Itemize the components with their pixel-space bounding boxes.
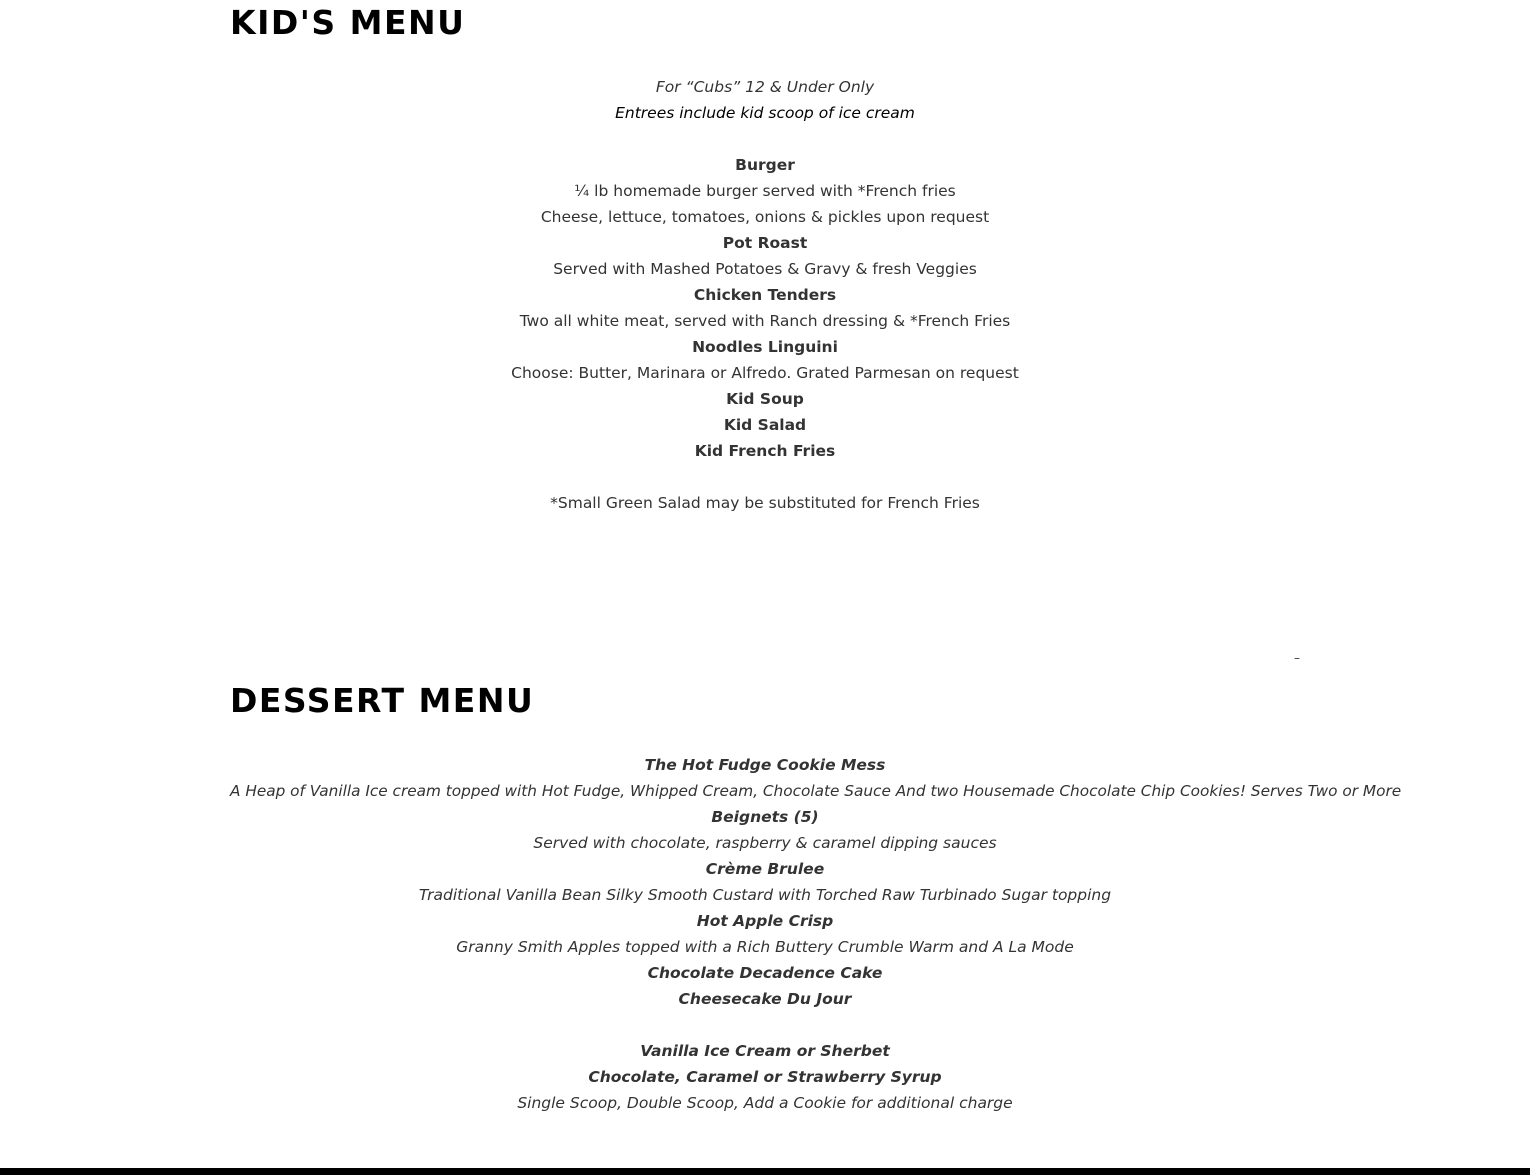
kids-menu-ice-cream-note: Entrees include kid scoop of ice cream <box>615 104 915 122</box>
divider-mark: – <box>1294 651 1300 665</box>
menu-item-description: Traditional Vanilla Bean Silky Smooth Custard with Torched Raw Turbinado Sugar topping <box>418 886 1112 904</box>
menu-item-description: Two all white meat, served with Ranch dressing & *French Fries <box>519 312 1011 330</box>
menu-item-name: Kid Salad <box>723 416 807 434</box>
menu-item-name: The Hot Fudge Cookie Mess <box>644 756 886 774</box>
menu-item-description: Single Scoop, Double Scoop, Add a Cookie for additional charge <box>517 1094 1013 1112</box>
menu-item-description: A Heap of Vanilla Ice cream topped with Hot Fudge, Whipped Cream, Chocolate Sauce And two Housemade Chocolate Chip Cookies! Serves Two or More <box>230 782 1402 800</box>
menu-item-name: Pot Roast <box>722 234 808 252</box>
menu-item-name: Noodles Linguini <box>692 338 838 356</box>
menu-item-description: Choose: Butter, Marinara or Alfredo. Grated Parmesan on request <box>511 364 1019 382</box>
kids-menu-age-note: For “Cubs” 12 & Under Only <box>655 78 875 96</box>
menu-item-name: Kid French Fries <box>694 442 836 460</box>
menu-item-description: ¼ lb homemade burger served with *French fries <box>574 182 956 200</box>
footer-bar <box>0 1168 1530 1175</box>
menu-item-name: Crème Brulee <box>705 860 825 878</box>
kids-menu-substitution-note: *Small Green Salad may be substituted for French Fries <box>550 494 980 512</box>
menu-item-name: Chicken Tenders <box>693 286 837 304</box>
kids-menu-title: KID'S MENU <box>230 3 466 42</box>
menu-item-name: Burger <box>735 156 795 174</box>
dessert-menu-list <box>230 752 1402 1116</box>
menu-item-description: Cheese, lettuce, tomatoes, onions & pickles upon request <box>540 208 990 226</box>
menu-item-name: Chocolate Decadence Cake <box>647 964 883 982</box>
spacer <box>230 1012 1300 1038</box>
spacer <box>230 126 1300 152</box>
kids-menu-list <box>230 74 1300 516</box>
menu-item-name: Cheesecake Du Jour <box>678 990 852 1008</box>
dessert-menu-title: DESSERT MENU <box>230 681 535 720</box>
spacer <box>230 464 1300 490</box>
menu-item-description: Granny Smith Apples topped with a Rich Buttery Crumble Warm and A La Mode <box>456 938 1074 956</box>
menu-item-name: Hot Apple Crisp <box>696 912 834 930</box>
menu-item-description: Served with chocolate, raspberry & caramel dipping sauces <box>533 834 997 852</box>
menu-item-description: Served with Mashed Potatoes & Gravy & fresh Veggies <box>553 260 977 278</box>
menu-item-name: Vanilla Ice Cream or Sherbet <box>640 1042 890 1060</box>
menu-item-name: Beignets (5) <box>711 808 819 826</box>
menu-item-name: Chocolate, Caramel or Strawberry Syrup <box>588 1068 942 1086</box>
menu-item-name: Kid Soup <box>726 390 804 408</box>
